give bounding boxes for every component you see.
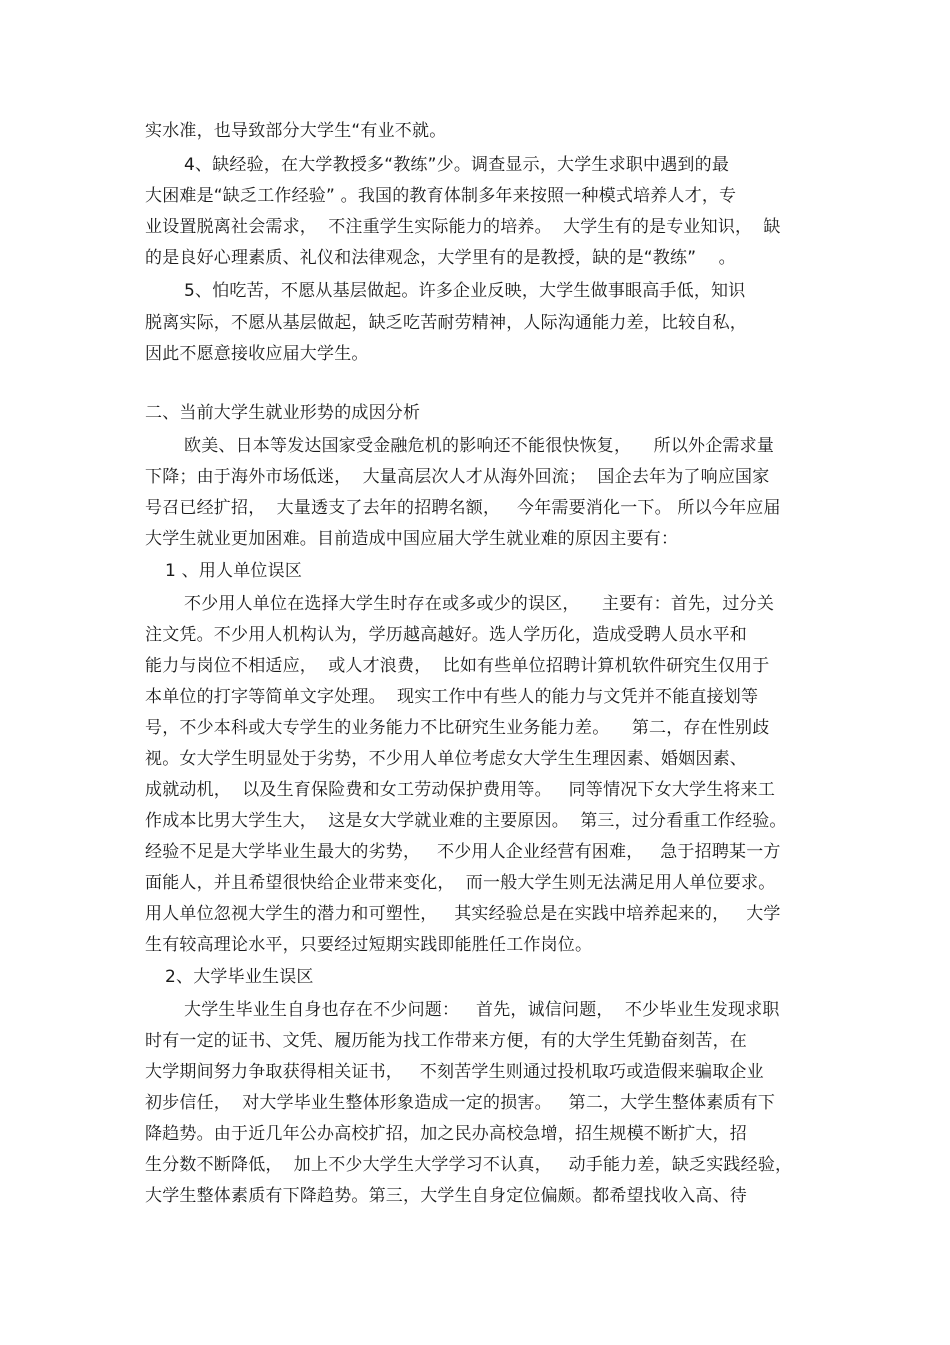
text-line: 实水准，也导致部分大学生“有业不就。 (145, 121, 447, 141)
text-line: 因此不愿意接收应届大学生。 (145, 344, 369, 364)
text-line: 成就动机， 以及生育保险费和女工劳动保护费用等。 同等情况下女大学生将来工 (145, 780, 776, 800)
text-line: 4、缺经验，在大学教授多“教练”少。调查显示，大学生求职中遇到的最 (184, 155, 730, 175)
text-line: 大困难是“缺乏工作经验” 。我国的教育体制多年来按照一种模式培养人才，专 (145, 186, 737, 206)
section-heading: 二、当前大学生就业形势的成因分析 (145, 403, 421, 423)
text-line: 大学生就业更加困难。目前造成中国应届大学生就业难的原因主要有： (145, 529, 679, 549)
text-line: 经验不足是大学毕业生最大的劣势， 不少用人企业经营有困难， 急于招聘某一方 (145, 842, 781, 862)
text-line: 初步信任， 对大学毕业生整体形象造成一定的损害。 第二，大学生整体素质有下 (145, 1093, 776, 1113)
subsection-heading: 2、大学毕业生误区 (165, 967, 314, 987)
text-line: 生有较高理论水平，只要经过短期实践即能胜任工作岗位。 (145, 935, 593, 955)
text-line: 本单位的打字等简单文字处理。 现实工作中有些人的能力与文凭并不能直接划等 (145, 687, 759, 707)
text-line: 下降；由于海外市场低迷， 大量高层次人才从海外回流； 国企去年为了响应国家 (145, 467, 770, 487)
text-line: 欧美、日本等发达国家受金融危机的影响还不能很快恢复， 所以外企需求量 (184, 436, 775, 456)
text-line: 业设置脱离社会需求， 不注重学生实际能力的培养。 大学生有的是专业知识， 缺 (145, 217, 781, 237)
text-line: 号召已经扩招， 大量透支了去年的招聘名额， 今年需要消化一下。 所以今年应届 (145, 498, 781, 518)
text-line: 生分数不断降低， 加上不少大学生大学学习不认真， 动手能力差，缺乏实践经验， (145, 1155, 793, 1175)
text-line: 面能人，并且希望很快给企业带来变化， 而一般大学生则无法满足用人单位要求。 (145, 873, 776, 893)
text-line: 大学期间努力争取获得相关证书， 不刻苦学生则通过投机取巧或造假来骗取企业 (145, 1062, 764, 1082)
subsection-heading: 1 、用人单位误区 (165, 561, 303, 581)
text-line: 时有一定的证书、文凭、履历能为找工作带来方便，有的大学生凭勤奋刻苦，在 (145, 1031, 747, 1051)
text-line: 降趋势。由于近几年公办高校扩招，加之民办高校急增，招生规模不断扩大，招 (145, 1124, 747, 1144)
text-line: 号，不少本科或大专学生的业务能力不比研究生业务能力差。 第二，存在性别歧 (145, 718, 770, 738)
text-line: 视。女大学生明显处于劣势，不少用人单位考虑女大学生生理因素、婚姻因素、 (145, 749, 747, 769)
text-line: 能力与岗位不相适应， 或人才浪费， 比如有些单位招聘计算机软件研究生仅用于 (145, 656, 770, 676)
text-line: 注文凭。不少用人机构认为，学历越高越好。选人学历化，造成受聘人员水平和 (145, 625, 747, 645)
text-line: 作成本比男大学生大， 这是女大学就业难的主要原因。 第三，过分看重工作经验。 (145, 811, 787, 831)
text-line: 用人单位忽视大学生的潜力和可塑性， 其实经验总是在实践中培养起来的， 大学 (145, 904, 781, 924)
text-line: 大学生毕业生自身也存在不少问题： 首先，诚信问题， 不少毕业生发现求职 (184, 1000, 780, 1020)
text-line: 大学生整体素质有下降趋势。第三，大学生自身定位偏颇。都希望找收入高、待 (145, 1186, 747, 1206)
text-line: 的是良好心理素质、礼仪和法律观念，大学里有的是教授，缺的是“教练” 。 (145, 248, 736, 268)
text-line: 脱离实际，不愿从基层做起，缺乏吃苦耐劳精神，人际沟通能力差，比较自私， (145, 313, 747, 333)
text-line: 5、怕吃苦，不愿从基层做起。许多企业反映，大学生做事眼高手低，知识 (184, 281, 746, 301)
text-line: 不少用人单位在选择大学生时存在或多或少的误区， 主要有：首先，过分关 (184, 594, 775, 614)
